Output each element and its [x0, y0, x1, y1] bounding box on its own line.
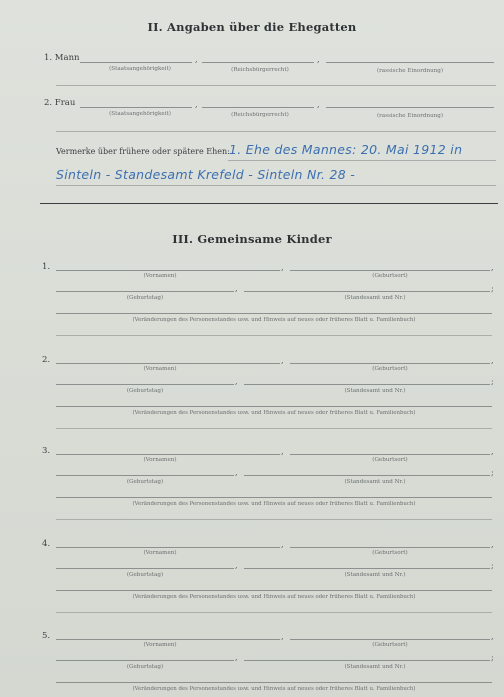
- child-extra-line[interactable]: [56, 335, 492, 336]
- section-divider: [40, 203, 498, 204]
- husband-citizenship-line[interactable]: [80, 62, 192, 63]
- comma: ,: [281, 447, 284, 456]
- child-extra-line[interactable]: [56, 612, 492, 613]
- child-number: 3.: [42, 446, 51, 456]
- comma: ,: [491, 447, 494, 456]
- remarks-line-1[interactable]: [228, 160, 496, 161]
- section-title-spouses: II. Angaben über die Ehegatten: [147, 20, 357, 34]
- child-number: 2.: [42, 355, 51, 365]
- child-extra-line[interactable]: [56, 519, 492, 520]
- caption-first-names: (Vornamen): [143, 642, 177, 648]
- husband-reich-line[interactable]: [202, 62, 314, 63]
- caption-citizenship: (Staatsangehörigkeit): [109, 111, 171, 117]
- comma: ,: [281, 540, 284, 549]
- comma: ,: [235, 653, 238, 662]
- caption-citizenship: (Staatsangehörigkeit): [109, 66, 171, 72]
- child-first-names-line[interactable]: [56, 270, 280, 271]
- caption-first-names: (Vornamen): [143, 457, 177, 463]
- caption-registry: (Standesamt und Nr.): [344, 664, 406, 670]
- spouse-label-husband: 1. Mann: [44, 53, 80, 63]
- child-registry-line[interactable]: [244, 475, 490, 476]
- caption-race: (rassische Einordnung): [376, 113, 444, 119]
- child-number: 1.: [42, 262, 51, 272]
- comma: ;: [491, 377, 494, 386]
- child-birthplace-line[interactable]: [290, 454, 490, 455]
- child-birthplace-line[interactable]: [290, 270, 490, 271]
- child-first-names-line[interactable]: [56, 547, 280, 548]
- comma: ;: [491, 653, 494, 662]
- comma: ,: [281, 632, 284, 641]
- comma: ;: [491, 468, 494, 477]
- comma: ,: [235, 284, 238, 293]
- caption-changes: (Veränderungen des Personenstandes usw. und Hinweis auf neues oder früheres Blatt u. Familienbuch): [132, 686, 416, 692]
- caption-reich: (Reichsbürgerrecht): [231, 67, 289, 73]
- child-changes-line[interactable]: [56, 590, 492, 591]
- comma: ;: [491, 284, 494, 293]
- child-first-names-line[interactable]: [56, 363, 280, 364]
- child-registry-line[interactable]: [244, 291, 490, 292]
- remarks-handwriting-line2: Sinteln - Standesamt Krefeld - Sinteln Nr. 28 -: [56, 167, 356, 182]
- caption-birthday: (Geburtstag): [126, 572, 164, 578]
- comma: ,: [491, 632, 494, 641]
- comma: ,: [235, 468, 238, 477]
- caption-birthplace: (Geburtsort): [372, 642, 408, 648]
- child-first-names-line[interactable]: [56, 639, 280, 640]
- comma: ;: [491, 561, 494, 570]
- caption-registry: (Standesamt und Nr.): [344, 388, 406, 394]
- child-birthplace-line[interactable]: [290, 547, 490, 548]
- wife-extra-line[interactable]: [56, 131, 496, 132]
- caption-registry: (Standesamt und Nr.): [344, 572, 406, 578]
- caption-birthday: (Geburtstag): [126, 479, 164, 485]
- caption-race: (rassische Einordnung): [376, 68, 444, 74]
- caption-registry: (Standesamt und Nr.): [344, 479, 406, 485]
- caption-first-names: (Vornamen): [143, 273, 177, 279]
- child-registry-line[interactable]: [244, 568, 490, 569]
- caption-birthplace: (Geburtsort): [372, 273, 408, 279]
- child-changes-line[interactable]: [56, 497, 492, 498]
- caption-changes: (Veränderungen des Personenstandes usw. und Hinweis auf neues oder früheres Blatt u. Familienbuch): [132, 317, 416, 323]
- husband-extra-line[interactable]: [56, 85, 496, 86]
- child-number: 4.: [42, 539, 51, 549]
- caption-birthplace: (Geburtsort): [372, 366, 408, 372]
- child-extra-line[interactable]: [56, 428, 492, 429]
- child-birthplace-line[interactable]: [290, 639, 490, 640]
- caption-first-names: (Vornamen): [143, 366, 177, 372]
- wife-race-line[interactable]: [326, 107, 494, 108]
- caption-changes: (Veränderungen des Personenstandes usw. und Hinweis auf neues oder früheres Blatt u. Familienbuch): [132, 501, 416, 507]
- husband-race-line[interactable]: [326, 62, 494, 63]
- child-registry-line[interactable]: [244, 660, 490, 661]
- caption-changes: (Veränderungen des Personenstandes usw. und Hinweis auf neues oder früheres Blatt u. Familienbuch): [132, 410, 416, 416]
- child-birthday-line[interactable]: [56, 660, 234, 661]
- child-birthday-line[interactable]: [56, 568, 234, 569]
- child-birthday-line[interactable]: [56, 475, 234, 476]
- child-number: 5.: [42, 631, 51, 641]
- child-changes-line[interactable]: [56, 406, 492, 407]
- remarks-label: Vermerke über frühere oder spätere Ehen:: [56, 147, 230, 156]
- child-changes-line[interactable]: [56, 682, 492, 683]
- caption-changes: (Veränderungen des Personenstandes usw. und Hinweis auf neues oder früheres Blatt u. Familienbuch): [132, 594, 416, 600]
- caption-birthday: (Geburtstag): [126, 295, 164, 301]
- child-registry-line[interactable]: [244, 384, 490, 385]
- caption-first-names: (Vornamen): [143, 550, 177, 556]
- comma: ,: [235, 377, 238, 386]
- caption-registry: (Standesamt und Nr.): [344, 295, 406, 301]
- form-page: II. Angaben über die Ehegatten 1. Mann , , (Staatsangehörigkeit) (Reichsbürgerrecht) (rassische Einordnung) 2. Frau , , (Staatsangehörigkeit) (Reichsbürgerrecht) (rassische Einordnung) Vermerke über frühere oder spätere Ehen: 1. Ehe des Mannes: 20. Mai 1912 in Sinteln - Standesamt Krefeld - Sinteln Nr. 28 - III. Gemeinsame Kinder 1. , , (Vornamen) (Geburtsort) , ; (Geburtstag) (Standesamt und Nr.) (Veränderungen des Personenstandes usw. und Hinweis auf neues oder früheres Blatt u. Familienbuch) 2. , , (Vornamen) (Geburtsort) , ; (Geburtstag) (Standesamt und Nr.) (Veränderungen des Personenstandes usw. und Hinweis auf neues oder früheres Blatt u. Familienbuch) 3. , , (Vornamen) (Geburtsort) , ; (Geburtstag) (Standesamt und Nr.) (Veränderungen des Personenstandes usw. und Hinweis auf neues oder früheres Blatt u. Familienbuch) 4. , , (Vornamen) (Geburtsort) , ; (Geburtstag) (Standesamt und Nr.) (Veränderungen des Personenstandes usw. und Hinweis auf neues oder früheres Blatt u. Familienbuch) 5. , , (Vornamen) (Geburtsort) , ; (Geburtstag) (Standesamt und Nr.) (Veränderungen des Personenstandes usw. und Hinweis auf neues oder früheres Blatt u. Familienbuch): [0, 0, 504, 697]
- comma: ,: [281, 263, 284, 272]
- section-title-children: III. Gemeinsame Kinder: [172, 232, 332, 246]
- remarks-handwriting-line1: 1. Ehe des Mannes: 20. Mai 1912 in: [229, 142, 463, 157]
- comma: ,: [491, 356, 494, 365]
- caption-birthplace: (Geburtsort): [372, 457, 408, 463]
- child-birthday-line[interactable]: [56, 384, 234, 385]
- wife-reich-line[interactable]: [202, 107, 314, 108]
- caption-birthplace: (Geburtsort): [372, 550, 408, 556]
- child-birthday-line[interactable]: [56, 291, 234, 292]
- comma: ,: [235, 561, 238, 570]
- comma: ,: [281, 356, 284, 365]
- remarks-line-2[interactable]: [56, 185, 496, 186]
- comma: ,: [491, 263, 494, 272]
- spouse-label-wife: 2. Frau: [44, 98, 76, 108]
- child-changes-line[interactable]: [56, 313, 492, 314]
- comma: ,: [491, 540, 494, 549]
- caption-birthday: (Geburtstag): [126, 388, 164, 394]
- child-birthplace-line[interactable]: [290, 363, 490, 364]
- caption-birthday: (Geburtstag): [126, 664, 164, 670]
- wife-citizenship-line[interactable]: [80, 107, 192, 108]
- caption-reich: (Reichsbürgerrecht): [231, 112, 289, 118]
- child-first-names-line[interactable]: [56, 454, 280, 455]
